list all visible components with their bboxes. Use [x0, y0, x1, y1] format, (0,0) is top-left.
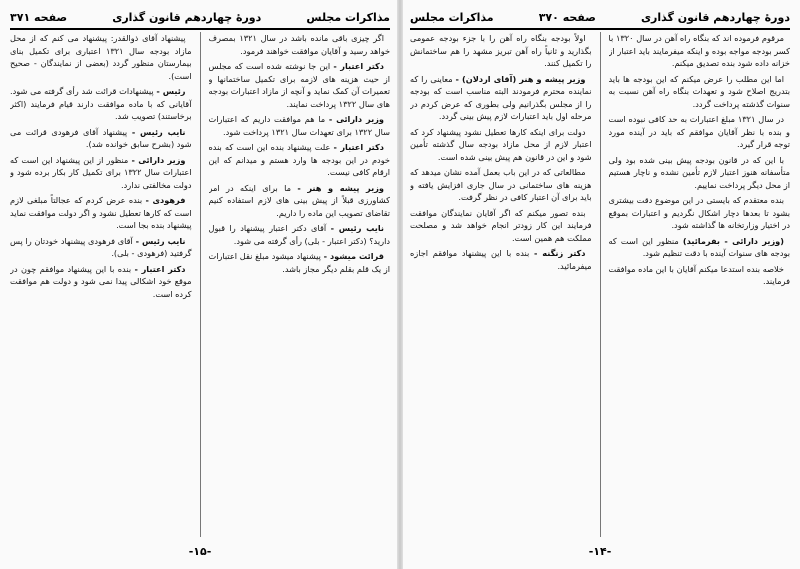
- paragraph-text: منظور از این پیشنهاد این است که اعتبارات سال ۱۳۲۲ برای تکمیل کار بکار برده شود و دولت مخالفتی ندارد.: [10, 154, 192, 190]
- paragraph-text: پیشنهاد میشود مبلغ نقل اعتبارات از یک قلم بقلم دیگر مجاز باشد.: [208, 251, 390, 274]
- paragraph: [10, 194, 192, 232]
- speaker-name: قرائت میشود -: [323, 251, 384, 261]
- paragraph-text: بنده با این پیشنهاد موافقم چون در موقع خود اشکالی پیدا نمی شود و دولت هم موافقت کرده است.: [10, 263, 192, 299]
- paragraph-text: معاینی را که نماینده محترم فرمودند البته مناسب است که بودجه را از مجلس بگذرانیم ولی بطوری که عرض کردم در مرحله اول باید اعتبارات لازم پیش بینی گردد.: [410, 73, 592, 121]
- left-page-header-right-title: مذاکرات مجلس: [306, 10, 390, 24]
- paragraph: [209, 141, 391, 179]
- right-page-left-column: [410, 32, 592, 537]
- speaker-name: دکتر اعتبار -: [134, 263, 186, 274]
- paragraph: [609, 73, 791, 111]
- paragraph-text: علت پیشنهاد بنده این است که بنده خودم در این بودجه ها وارد هستم و میدانم که این ارقام کافی نیست.: [208, 142, 390, 177]
- speaker-name: وزیر پیشه و هنر (آقای اردلان) -: [455, 73, 586, 84]
- paragraph-text: بنده عرض کردم که عجالتاً مبلغی لازم است که کارها تعطیل نشود و اگر دولت موافقت نماید پیشنهاد بنده بجا است.: [10, 195, 192, 230]
- paragraph: [209, 32, 391, 57]
- paragraph-text: پیشنهاد آقای فرهودی قرائت می شود (بشرح سابق خوانده شد).: [10, 126, 192, 149]
- right-page-footer-number: -۱۴-: [588, 544, 612, 558]
- paragraph-text: با این که در قانون بودجه پیش بینی شده بود ولی متأسفانه هنوز اعتبار لازم تأمین نشده و ناچار هستیم از محل دیگر پرداخت نماییم.: [608, 154, 790, 190]
- paragraph: [609, 194, 791, 232]
- left-page-left-column: [10, 32, 192, 537]
- speaker-name: وزیر پیشه و هنر -: [297, 182, 385, 193]
- paragraph-text: خلاصه بنده استدعا میکنم آقایان با این ماده موافقت فرمایند.: [608, 263, 790, 286]
- paragraph-text: ما هم موافقت داریم که اعتبارات سال ۱۳۲۲ برای تعهدات سال ۱۳۲۱ پرداخت شود.: [208, 114, 390, 137]
- paragraph-text: پیشنهادات قرائت شد رأی گرفته می شود. آقایانی که با ماده موافقت دارند قیام فرمایند (اکثر برخاستند) تصویب شد.: [10, 86, 192, 121]
- paragraph-text: پیشنهاد آقای ذوالقدر: پیشنهاد می کنم که از محل مازاد بودجه سال ۱۳۲۱ اعتباری برای تکمیل بنای بیمارستان منظور گردد (بعضی از نمایندگان - صحیح است).: [10, 33, 192, 81]
- paragraph: [209, 250, 391, 275]
- speaker-name: دکتر اعتبار -: [333, 142, 384, 152]
- left-page-header-center-title: دورهٔ چهاردهم قانون گذاری: [112, 10, 262, 24]
- paragraph: [410, 247, 592, 272]
- paragraph-text: بنده با این پیشنهاد موافقم اجازه میفرمائید.: [410, 248, 592, 271]
- paragraph-text: اما این مطلب را عرض میکنم که این بودجه ها باید بتدریج اصلاح شود و تعهدات بنگاه راه آهن نسبت به سنوات گذشته پرداخت گردد.: [608, 73, 790, 109]
- right-page-header: [410, 6, 790, 30]
- paragraph: [410, 166, 592, 204]
- paragraph: [609, 113, 791, 151]
- paragraph-text: منظور این است که بودجه های سنوات آینده با دقت تنظیم شود.: [608, 235, 790, 258]
- speaker-name: دکتر اعتبار -: [333, 61, 385, 71]
- paragraph: [209, 60, 391, 110]
- left-page-columns: [10, 32, 390, 537]
- column-divider: [200, 32, 201, 537]
- right-page: [404, 4, 796, 565]
- paragraph: [410, 126, 592, 164]
- left-page-right-column: [209, 32, 391, 537]
- right-page-header-right-title: دورهٔ چهاردهم قانون گذاری: [640, 10, 790, 24]
- speaker-name: وزیر دارائی -: [328, 114, 384, 124]
- paragraph-text: اگر چیزی باقی مانده باشد در سال ۱۳۲۱ بمصرف خواهد رسید و آقایان موافقت خواهند فرمود.: [208, 33, 390, 56]
- paragraph-text: این جا نوشته شده است که مجلس از حیث هزینه های لازمه برای تکمیل ساختمانها و تعمیرات آن کمک نماید و آنچه از مازاد اعتبارات بودجه های سال ۱۳۲۲ پرداخت نمایند.: [208, 61, 390, 109]
- book-gutter: [397, 0, 403, 569]
- right-page-header-left-title: مذاکرات مجلس: [410, 10, 494, 24]
- paragraph: [410, 73, 592, 123]
- paragraph: [609, 263, 791, 288]
- left-page-footer-number: -۱۵-: [188, 544, 212, 558]
- speaker-name: (وزیر دارائی - بفرمائید): [682, 235, 785, 246]
- speaker-name: نایب رئیس -: [135, 235, 186, 246]
- paragraph-text: بنده تصور میکنم که اگر آقایان نمایندگان موافقت فرمایند این کار زودتر انجام خواهد شد و مصلحت مملکت هم همین است.: [410, 207, 592, 243]
- paragraph: [609, 235, 791, 260]
- paragraph: [10, 263, 192, 301]
- column-divider: [600, 32, 601, 537]
- paragraph: [609, 154, 791, 192]
- paragraph-text: در سال ۱۳۲۱ مبلغ اعتبارات به حد کافی نبوده است و بنده با نظر آقایان موافقم که باید در آینده مورد توجه قرار گیرد.: [608, 114, 790, 149]
- right-page-number: صفحه ۳۷۰: [538, 10, 596, 24]
- left-page-number: صفحه ۳۷۱: [10, 10, 68, 24]
- speaker-name: فرهودی -: [145, 195, 186, 205]
- paragraph: [10, 85, 192, 123]
- paragraph-text: مرقوم فرموده اند که بنگاه راه آهن در سال ۱۳۲۰ با کسر بودجه مواجه بوده و اینکه میفرمایند باید اعتبار از خزانه داده شود بنده تصدیق میکنم.: [608, 33, 790, 68]
- right-page-right-column: [609, 32, 791, 537]
- paragraph-text: مطالعاتی که در این باب بعمل آمده نشان میدهد که هزینه های ساختمانی در سال جاری افزایش یافته و باید برای آن اعتبار کافی در نظر گرفت.: [410, 167, 592, 202]
- speaker-name: نایب رئیس -: [131, 126, 186, 137]
- speaker-name: نایب رئیس -: [330, 223, 384, 233]
- paragraph-text: دولت برای اینکه کارها تعطیل نشود پیشنهاد کرد که اعتبار لازم از محل مازاد بودجه سال گذشته تأمین شود و این در قانون هم پیش بینی شده است.: [410, 126, 592, 162]
- speaker-name: رئیس -: [156, 86, 186, 96]
- paragraph: [10, 32, 192, 82]
- paragraph: [209, 113, 391, 138]
- paragraph: [609, 32, 791, 70]
- paragraph: [10, 235, 192, 260]
- paragraph-text: آقای فرهودی پیشنهاد خودتان را پس گرفتید (فرهودی - بلی).: [10, 235, 192, 258]
- paragraph: [10, 154, 192, 192]
- speaker-name: وزیر دارائی -: [131, 154, 186, 165]
- paragraph: [10, 126, 192, 151]
- paragraph-text: آقای دکتر اعتبار پیشنهاد را قبول دارید؟ (دکتر اعتبار - بلی) رأی گرفته می شود.: [208, 223, 390, 246]
- paragraph-text: اولاً بودجه بنگاه راه آهن را با جزء بودجه عمومی بگذارید و ثانیاً راه آهن تبریز مشهد را هم ساختمانش را تکمیل کنند.: [410, 33, 592, 68]
- paragraph: [209, 222, 391, 247]
- paragraph: [209, 182, 391, 220]
- paragraph-text: ما برای اینکه در امر کشاورزی قبلاً از پیش بینی های لازم استفاده کنیم تقاضای تصویب این ماده را داریم.: [208, 182, 390, 218]
- speaker-name: دکتر زنگنه -: [533, 248, 586, 258]
- left-page-header: [10, 6, 390, 30]
- right-page-columns: [410, 32, 790, 537]
- paragraph: [410, 207, 592, 245]
- left-page: [4, 4, 396, 565]
- paragraph: [410, 32, 592, 70]
- paragraph-text: بنده معتقدم که بایستی در این موضوع دقت بیشتری بشود تا بعدها دچار اشکال نگردیم و اعتبارات بموقع در اختیار وزارتخانه ها گذاشته شود.: [608, 195, 790, 230]
